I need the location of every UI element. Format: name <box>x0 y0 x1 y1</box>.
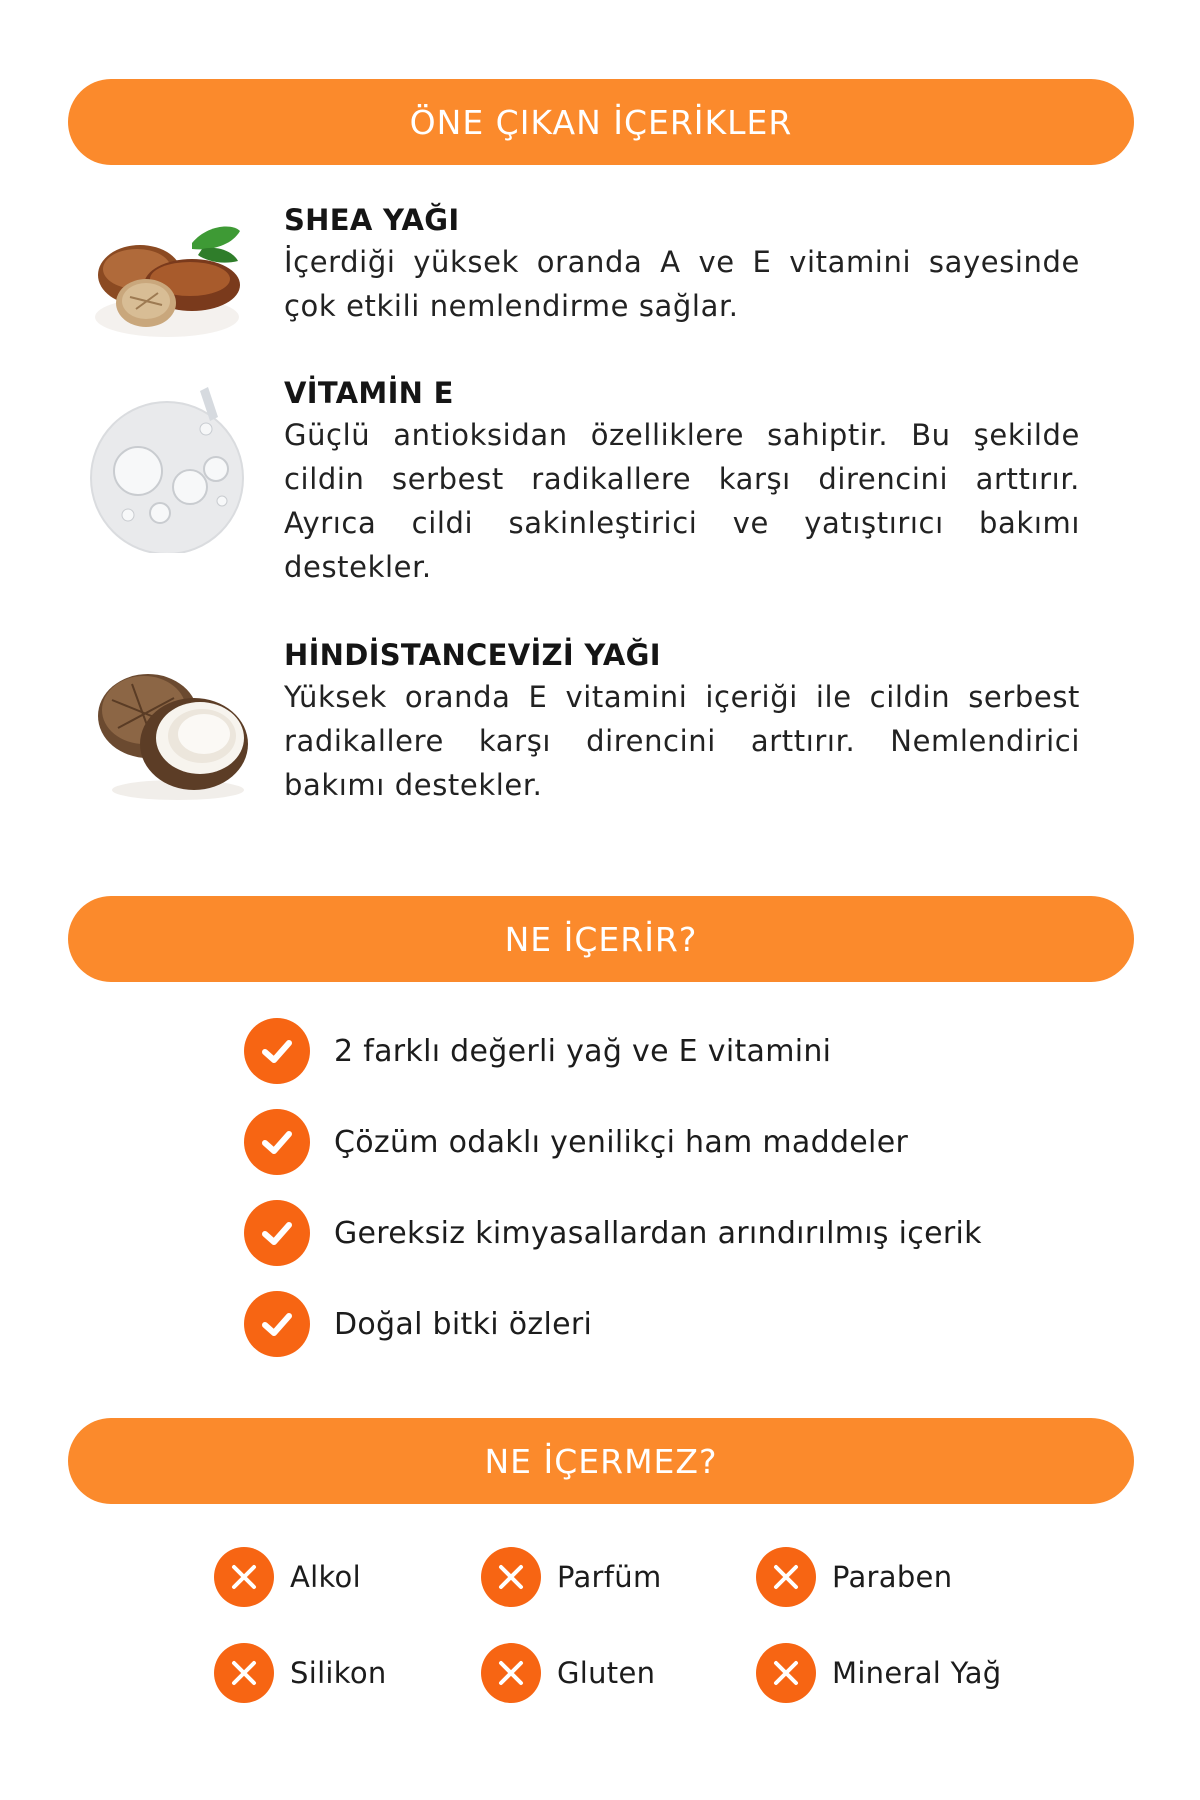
list-item <box>244 1200 982 1266</box>
ingredient-shea <box>70 200 1080 350</box>
list-item <box>756 1547 952 1607</box>
contains-item-label: Çözüm odaklı yenilikçi ham maddeler <box>334 1124 909 1160</box>
contains-item-label: 2 farklı değerli yağ ve E vitamini <box>334 1033 832 1069</box>
x-icon <box>756 1547 816 1607</box>
excludes-item-label: Alkol <box>290 1560 361 1594</box>
excludes-item-label: Gluten <box>557 1656 656 1690</box>
check-icon <box>244 1109 310 1175</box>
list-item <box>214 1643 387 1703</box>
section-banner-contains <box>68 896 1134 982</box>
section-title-excludes: NE İÇERMEZ? <box>484 1441 718 1481</box>
section-title-contains: NE İÇERİR? <box>504 919 698 959</box>
contains-item-label: Doğal bitki özleri <box>334 1306 593 1342</box>
excludes-item-label: Paraben <box>832 1560 953 1594</box>
list-item <box>481 1643 655 1703</box>
serum-drops-image <box>82 383 252 553</box>
x-icon <box>214 1643 274 1703</box>
list-item <box>481 1547 662 1607</box>
x-icon <box>481 1547 541 1607</box>
ingredient-description: Güçlü antioksidan özelliklere sahiptir. Bu şekilde cildin serbest radikallere karşı direncini arttırır. Ayrıca cildi sakinleştirici ve yatıştırıcı bakımı destekler. <box>284 418 1080 584</box>
check-icon <box>244 1018 310 1084</box>
ingredient-coconut <box>70 635 1080 805</box>
ingredient-description: İçerdiği yüksek oranda A ve E vitamini sayesinde çok etkili nemlendirme sağlar. <box>284 245 1080 323</box>
section-title-highlights: ÖNE ÇIKAN İÇERİKLER <box>409 102 793 142</box>
list-item <box>244 1018 831 1084</box>
excludes-item-label: Silikon <box>290 1656 387 1690</box>
check-icon <box>244 1200 310 1266</box>
list-item <box>214 1547 361 1607</box>
x-icon <box>481 1643 541 1703</box>
list-item <box>244 1291 592 1357</box>
x-icon <box>214 1547 274 1607</box>
ingredient-name: VİTAMİN E <box>284 376 454 410</box>
x-icon <box>756 1643 816 1703</box>
shea-nut-image <box>82 205 252 375</box>
check-icon <box>244 1291 310 1357</box>
coconut-image <box>82 640 252 810</box>
ingredient-vitamin-e <box>70 373 1080 593</box>
section-banner-highlights <box>68 79 1134 165</box>
list-item <box>244 1109 908 1175</box>
list-item <box>756 1643 1001 1703</box>
excludes-item-label: Mineral Yağ <box>832 1656 1002 1690</box>
contains-item-label: Gereksiz kimyasallardan arındırılmış içerik <box>334 1215 982 1251</box>
excludes-item-label: Parfüm <box>557 1560 662 1594</box>
section-banner-excludes <box>68 1418 1134 1504</box>
ingredient-name: SHEA YAĞI <box>284 203 460 237</box>
ingredient-name: HİNDİSTANCEVİZİ YAĞI <box>284 638 661 672</box>
ingredient-description: Yüksek oranda E vitamini içeriği ile cildin serbest radikallere karşı direncini arttırır. Nemlendirici bakımı destekler. <box>284 680 1080 802</box>
